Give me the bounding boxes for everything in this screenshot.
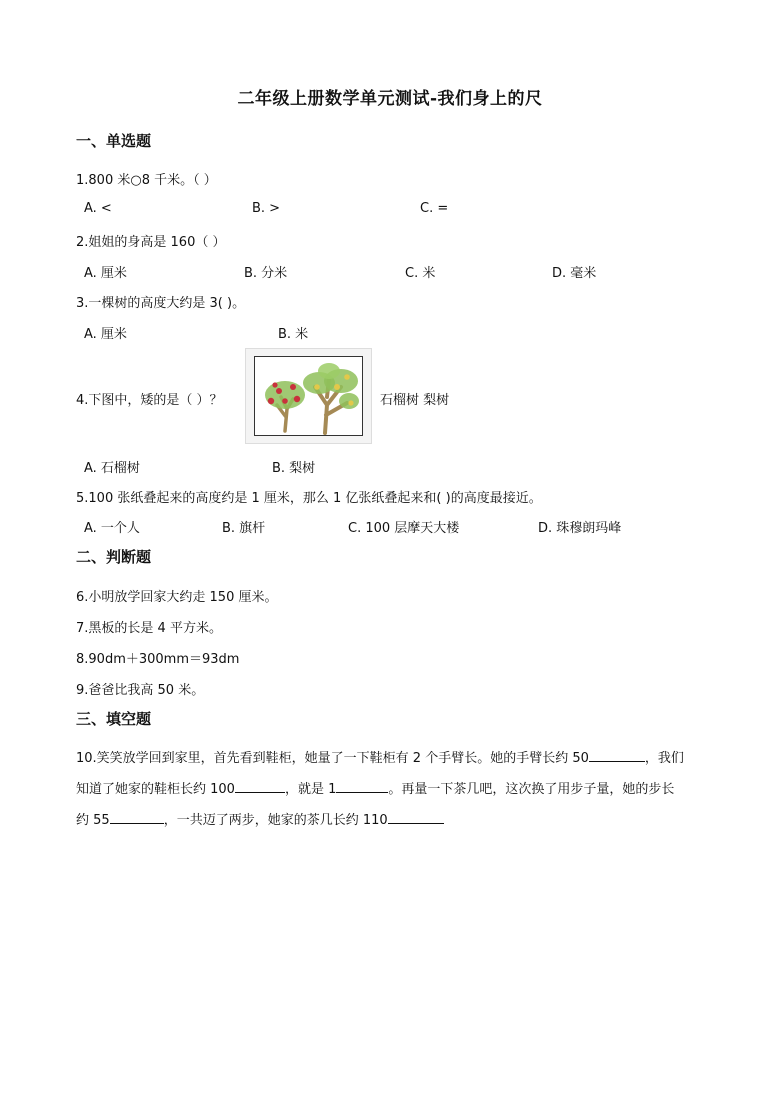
- page-title: 二年级上册数学单元测试-我们身上的尺: [237, 89, 543, 109]
- q10-text-2c: 。再量一下茶几吧，这次换了用步子量，她的步长: [388, 782, 675, 797]
- q2-option-c: C. 米: [405, 266, 436, 281]
- q10-text-2a: 知道了她家的鞋柜长约 100: [76, 782, 235, 797]
- q10-blank-5[interactable]: [388, 809, 444, 824]
- question-6: 6.小明放学回家大约走 150 厘米。: [76, 590, 278, 605]
- q10-blank-3[interactable]: [336, 778, 388, 793]
- question-3: 3.一棵树的高度大约是 3( )。: [76, 296, 246, 311]
- q5-option-b: B. 旗杆: [222, 521, 266, 536]
- question-10-line-2: [76, 778, 706, 797]
- question-10-line-3: [76, 809, 706, 828]
- trees-drawing-icon: [255, 357, 362, 435]
- section-heading-true-false: 二、判断题: [76, 548, 152, 566]
- question-4: 4.下图中，矮的是（ ）？: [76, 393, 223, 408]
- q2-option-d: D. 毫米: [552, 266, 597, 281]
- q10-text-1a: 10.笑笑放学回到家里，首先看到鞋柜，她量了一下鞋柜有 2 个手臂长。她的手臂长约 50: [76, 751, 589, 766]
- trees-illustration: [245, 348, 372, 444]
- q4-option-a: A. 石榴树: [84, 461, 140, 476]
- section-heading-fill-in: 三、填空题: [76, 710, 152, 728]
- question-9: 9.爸爸比我高 50 米。: [76, 683, 205, 698]
- question-8: 8.90dm＋300mm＝93dm: [76, 652, 240, 667]
- q10-blank-2[interactable]: [235, 778, 285, 793]
- section-heading-single-choice: 一、单选题: [76, 132, 152, 150]
- question-7: 7.黑板的长是 4 平方米。: [76, 621, 222, 636]
- q3-option-b: B. 米: [278, 327, 309, 342]
- q10-text-2b: ，就是 1: [284, 782, 337, 797]
- question-10-line-1: [76, 747, 706, 766]
- tree-image-caption: 石榴树 梨树: [380, 393, 450, 408]
- pear-tree-icon: [303, 363, 359, 433]
- q5-option-c: C. 100 层摩天大楼: [348, 521, 460, 536]
- q10-text-3a: 约 55: [76, 813, 110, 828]
- q10-blank-4[interactable]: [110, 809, 164, 824]
- pomegranate-tree-icon: [265, 381, 305, 431]
- q5-option-d: D. 珠穆朗玛峰: [538, 521, 622, 536]
- q2-option-b: B. 分米: [244, 266, 288, 281]
- q10-text-3b: ，一共迈了两步，她家的茶几长约 110: [163, 813, 388, 828]
- q5-option-a: A. 一个人: [84, 521, 140, 536]
- q1-option-a: A. <: [84, 201, 112, 216]
- q4-option-b: B. 梨树: [272, 461, 316, 476]
- q2-option-a: A. 厘米: [84, 266, 127, 281]
- question-5: 5.100 张纸叠起来的高度约是 1 厘米，那么 1 亿张纸叠起来和( )的高度最接近。: [76, 491, 542, 506]
- q1-option-b: B. >: [252, 201, 281, 216]
- question-2: 2.姐姐的身高是 160（ ）: [76, 235, 226, 250]
- q10-text-1b: ，我们: [644, 751, 684, 766]
- q3-option-a: A. 厘米: [84, 327, 127, 342]
- q1-option-c: C. =: [420, 201, 449, 216]
- question-1: 1.800 米○8 千米。（ ）: [76, 173, 217, 188]
- q10-blank-1[interactable]: [589, 747, 645, 762]
